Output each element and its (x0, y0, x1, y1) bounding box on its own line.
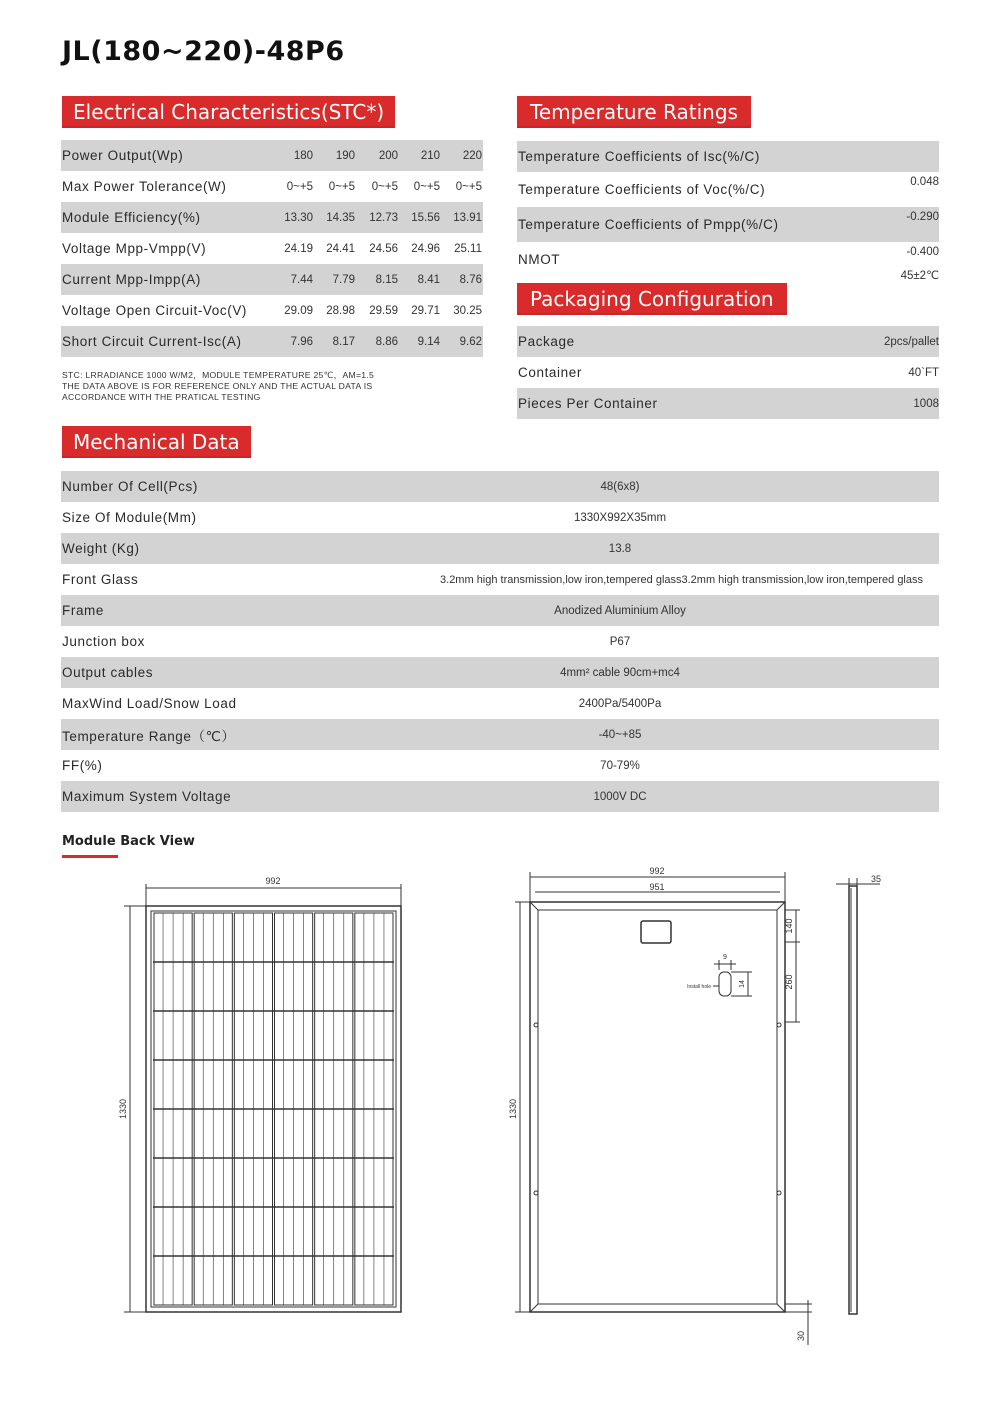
row-label: Voltage Mpp-Vmpp(V) (62, 241, 207, 256)
corner-line (777, 902, 785, 910)
row-label: Container (518, 365, 582, 380)
install-hole-detail (719, 972, 731, 996)
mechanical-row (61, 502, 939, 533)
value-cell: 7.44 (273, 264, 313, 295)
row-label: Pieces Per Container (517, 388, 817, 419)
electrical-row (61, 233, 483, 264)
row-label: Max Power Tolerance(W) (62, 179, 227, 194)
row-value: 3.2mm high transmission,low iron,tempered glass3.2mm high transmission,low iron,tempered glass (440, 573, 923, 586)
value-cell: 0~+5 (413, 180, 440, 193)
side-profile (849, 886, 857, 1314)
row-value: -0.400 (906, 246, 939, 258)
value-cell: 7.79 (313, 264, 355, 295)
mounting-hole (777, 1023, 781, 1027)
note-line: STC: LRRADIANCE 1000 W/M2，MODULE TEMPERATURE 25℃，AM=1.5 (62, 370, 375, 380)
row-label: Temperature Coefficients of Voc(%/C) (518, 182, 766, 197)
module-drawings (0, 860, 1000, 1360)
temperature-section-heading: Temperature Ratings (517, 96, 751, 128)
mechanical-row (61, 471, 939, 502)
row-value: -40~+85 (301, 719, 939, 750)
value-cell: 9.62 (440, 326, 483, 357)
value-cell: 8.41 (398, 264, 440, 295)
mechanical-table (61, 471, 939, 812)
electrical-row (61, 171, 483, 202)
electrical-row (61, 140, 483, 171)
mechanical-row (61, 750, 939, 781)
value-cell: 9.14 (398, 326, 440, 357)
electrical-row (61, 202, 483, 233)
corner-line (530, 902, 538, 910)
row-value: -0.290 (839, 207, 939, 242)
heading-underline (62, 855, 118, 858)
row-label: Short Circuit Current-Isc(A) (61, 326, 273, 357)
row-label: MaxWind Load/Snow Load (62, 696, 237, 711)
rear-frame (530, 902, 785, 1312)
value-cell: 180 (273, 140, 313, 171)
row-value: 2pcs/pallet (817, 326, 939, 357)
mechanical-row (61, 564, 939, 595)
row-value: 13.8 (301, 533, 939, 564)
row-value: 70-79% (600, 759, 640, 772)
junction-box (641, 921, 671, 943)
electrical-row (61, 264, 483, 295)
row-value: 1008 (817, 388, 939, 419)
row-value: 48(6x8) (301, 471, 939, 502)
electrical-table (61, 140, 483, 357)
mechanical-row (61, 719, 939, 750)
row-label: Front Glass (62, 572, 139, 587)
value-cell: 25.11 (454, 242, 482, 255)
rear-inner-frame (538, 910, 777, 1304)
corner-line (777, 1304, 785, 1312)
electrical-row (61, 295, 483, 326)
thickness-label: 35 (870, 874, 882, 884)
row-value: 1330X992X35mm (573, 511, 667, 524)
packaging-row (517, 326, 939, 357)
row-value: 1000V DC (301, 781, 939, 812)
note-line: THE DATA ABOVE IS FOR REFERENCE ONLY AND THE ACTUAL DATA IS (62, 381, 373, 391)
value-cell: 29.59 (369, 304, 398, 317)
mechanical-row (61, 533, 939, 564)
row-label: Size Of Module(Mm) (62, 510, 197, 525)
value-cell: 200 (355, 140, 398, 171)
value-cell: 0~+5 (328, 180, 355, 193)
corner-line (530, 1304, 538, 1312)
value-cell: 8.86 (355, 326, 398, 357)
mounting-hole (534, 1023, 538, 1027)
temperature-row (517, 207, 939, 242)
electrical-row (61, 326, 483, 357)
row-label: Output cables (61, 657, 301, 688)
stc-note (62, 370, 374, 403)
bottom-offset-label: 30 (796, 1330, 806, 1342)
mechanical-section-heading: Mechanical Data (62, 426, 251, 458)
row-label: Maximum System Voltage (61, 781, 301, 812)
mechanical-row (61, 688, 939, 719)
front-width-label: 992 (265, 876, 281, 886)
rear-width-label: 992 (649, 866, 665, 876)
rear-height-label: 1330 (508, 1098, 518, 1120)
back-view-heading: Module Back View (62, 834, 195, 849)
value-cell: 24.96 (411, 242, 440, 255)
value-cell: 12.73 (355, 202, 398, 233)
row-value: 0.048 (910, 176, 939, 188)
row-label: Current Mpp-Impp(A) (61, 264, 273, 295)
value-cell: 220 (440, 140, 483, 171)
front-view-drawing (124, 884, 401, 1312)
electrical-section-heading: Electrical Characteristics(STC*) (62, 96, 395, 128)
row-label: Temperature Coefficients of Pmpp(%/C) (517, 207, 839, 242)
row-value: P67 (609, 635, 631, 648)
hole-spacing-label: 260 (784, 974, 794, 990)
row-label: Junction box (62, 634, 145, 649)
rear-inner-width-label: 951 (649, 882, 665, 892)
mounting-hole (777, 1191, 781, 1195)
mechanical-row (61, 626, 939, 657)
mechanical-row (61, 657, 939, 688)
packaging-section-heading: Packaging Configuration (517, 283, 787, 315)
value-cell: 0~+5 (455, 180, 482, 193)
packaging-table (517, 326, 939, 419)
row-label: Module Efficiency(%) (61, 202, 273, 233)
value-cell: 190 (313, 140, 355, 171)
value-cell: 0~+5 (371, 180, 398, 193)
packaging-row (517, 388, 939, 419)
temperature-table (517, 141, 939, 277)
mechanical-row (61, 595, 939, 626)
row-label: Number Of Cell(Pcs) (61, 471, 301, 502)
value-cell: 29.09 (284, 304, 313, 317)
install-hole-label: Install hole (687, 984, 711, 990)
value-cell: 24.56 (369, 242, 398, 255)
row-value: Anodized Aluminium Alloy (301, 595, 939, 626)
row-value: 40`FT (908, 366, 939, 379)
row-value: 4mm² cable 90cm+mc4 (301, 657, 939, 688)
row-value: 2400Pa/5400Pa (578, 697, 662, 710)
value-cell: 24.41 (326, 242, 355, 255)
value-cell: 30.25 (453, 304, 482, 317)
rear-view-drawing (515, 872, 812, 1345)
value-cell: 210 (398, 140, 440, 171)
packaging-row (517, 357, 939, 388)
value-cell: 13.30 (273, 202, 313, 233)
row-label: Frame (61, 595, 301, 626)
value-cell: 8.17 (313, 326, 355, 357)
value-cell: 8.15 (355, 264, 398, 295)
mounting-hole (534, 1191, 538, 1195)
row-label: Package (517, 326, 817, 357)
temperature-row (517, 172, 939, 207)
value-cell: 14.35 (313, 202, 355, 233)
value-cell: 7.96 (273, 326, 313, 357)
row-label: Power Output(Wp) (61, 140, 273, 171)
value-cell: 15.56 (398, 202, 440, 233)
temperature-row (517, 141, 939, 172)
hole-height-label: 14 (739, 980, 746, 988)
side-view-drawing (836, 878, 880, 1314)
value-cell: 0~+5 (286, 180, 313, 193)
row-label: Temperature Range（℃） (61, 719, 301, 750)
value-cell: 8.76 (440, 264, 483, 295)
row-label: Temperature Coefficients of Isc(%/C) (517, 141, 839, 172)
row-label: Voltage Open Circuit-Voc(V) (62, 303, 248, 318)
value-cell: 24.19 (284, 242, 313, 255)
front-height-label: 1330 (118, 1098, 128, 1120)
value-cell: 13.91 (440, 202, 483, 233)
top-offset-label: 140 (784, 918, 794, 934)
hole-width-label: 9 (723, 954, 727, 961)
value-cell: 29.71 (411, 304, 440, 317)
nmot-value: 45±2℃ (900, 270, 939, 282)
note-line: ACCORDANCE WITH THE PRATICAL TESTING (62, 392, 261, 402)
cell-grid (153, 913, 394, 1305)
row-label: FF(%) (62, 758, 103, 773)
page-title: JL(180~220)-48P6 (62, 36, 345, 67)
row-label: NMOT (518, 252, 561, 267)
row-label: Weight (Kg) (61, 533, 301, 564)
mechanical-row (61, 781, 939, 812)
value-cell: 28.98 (326, 304, 355, 317)
